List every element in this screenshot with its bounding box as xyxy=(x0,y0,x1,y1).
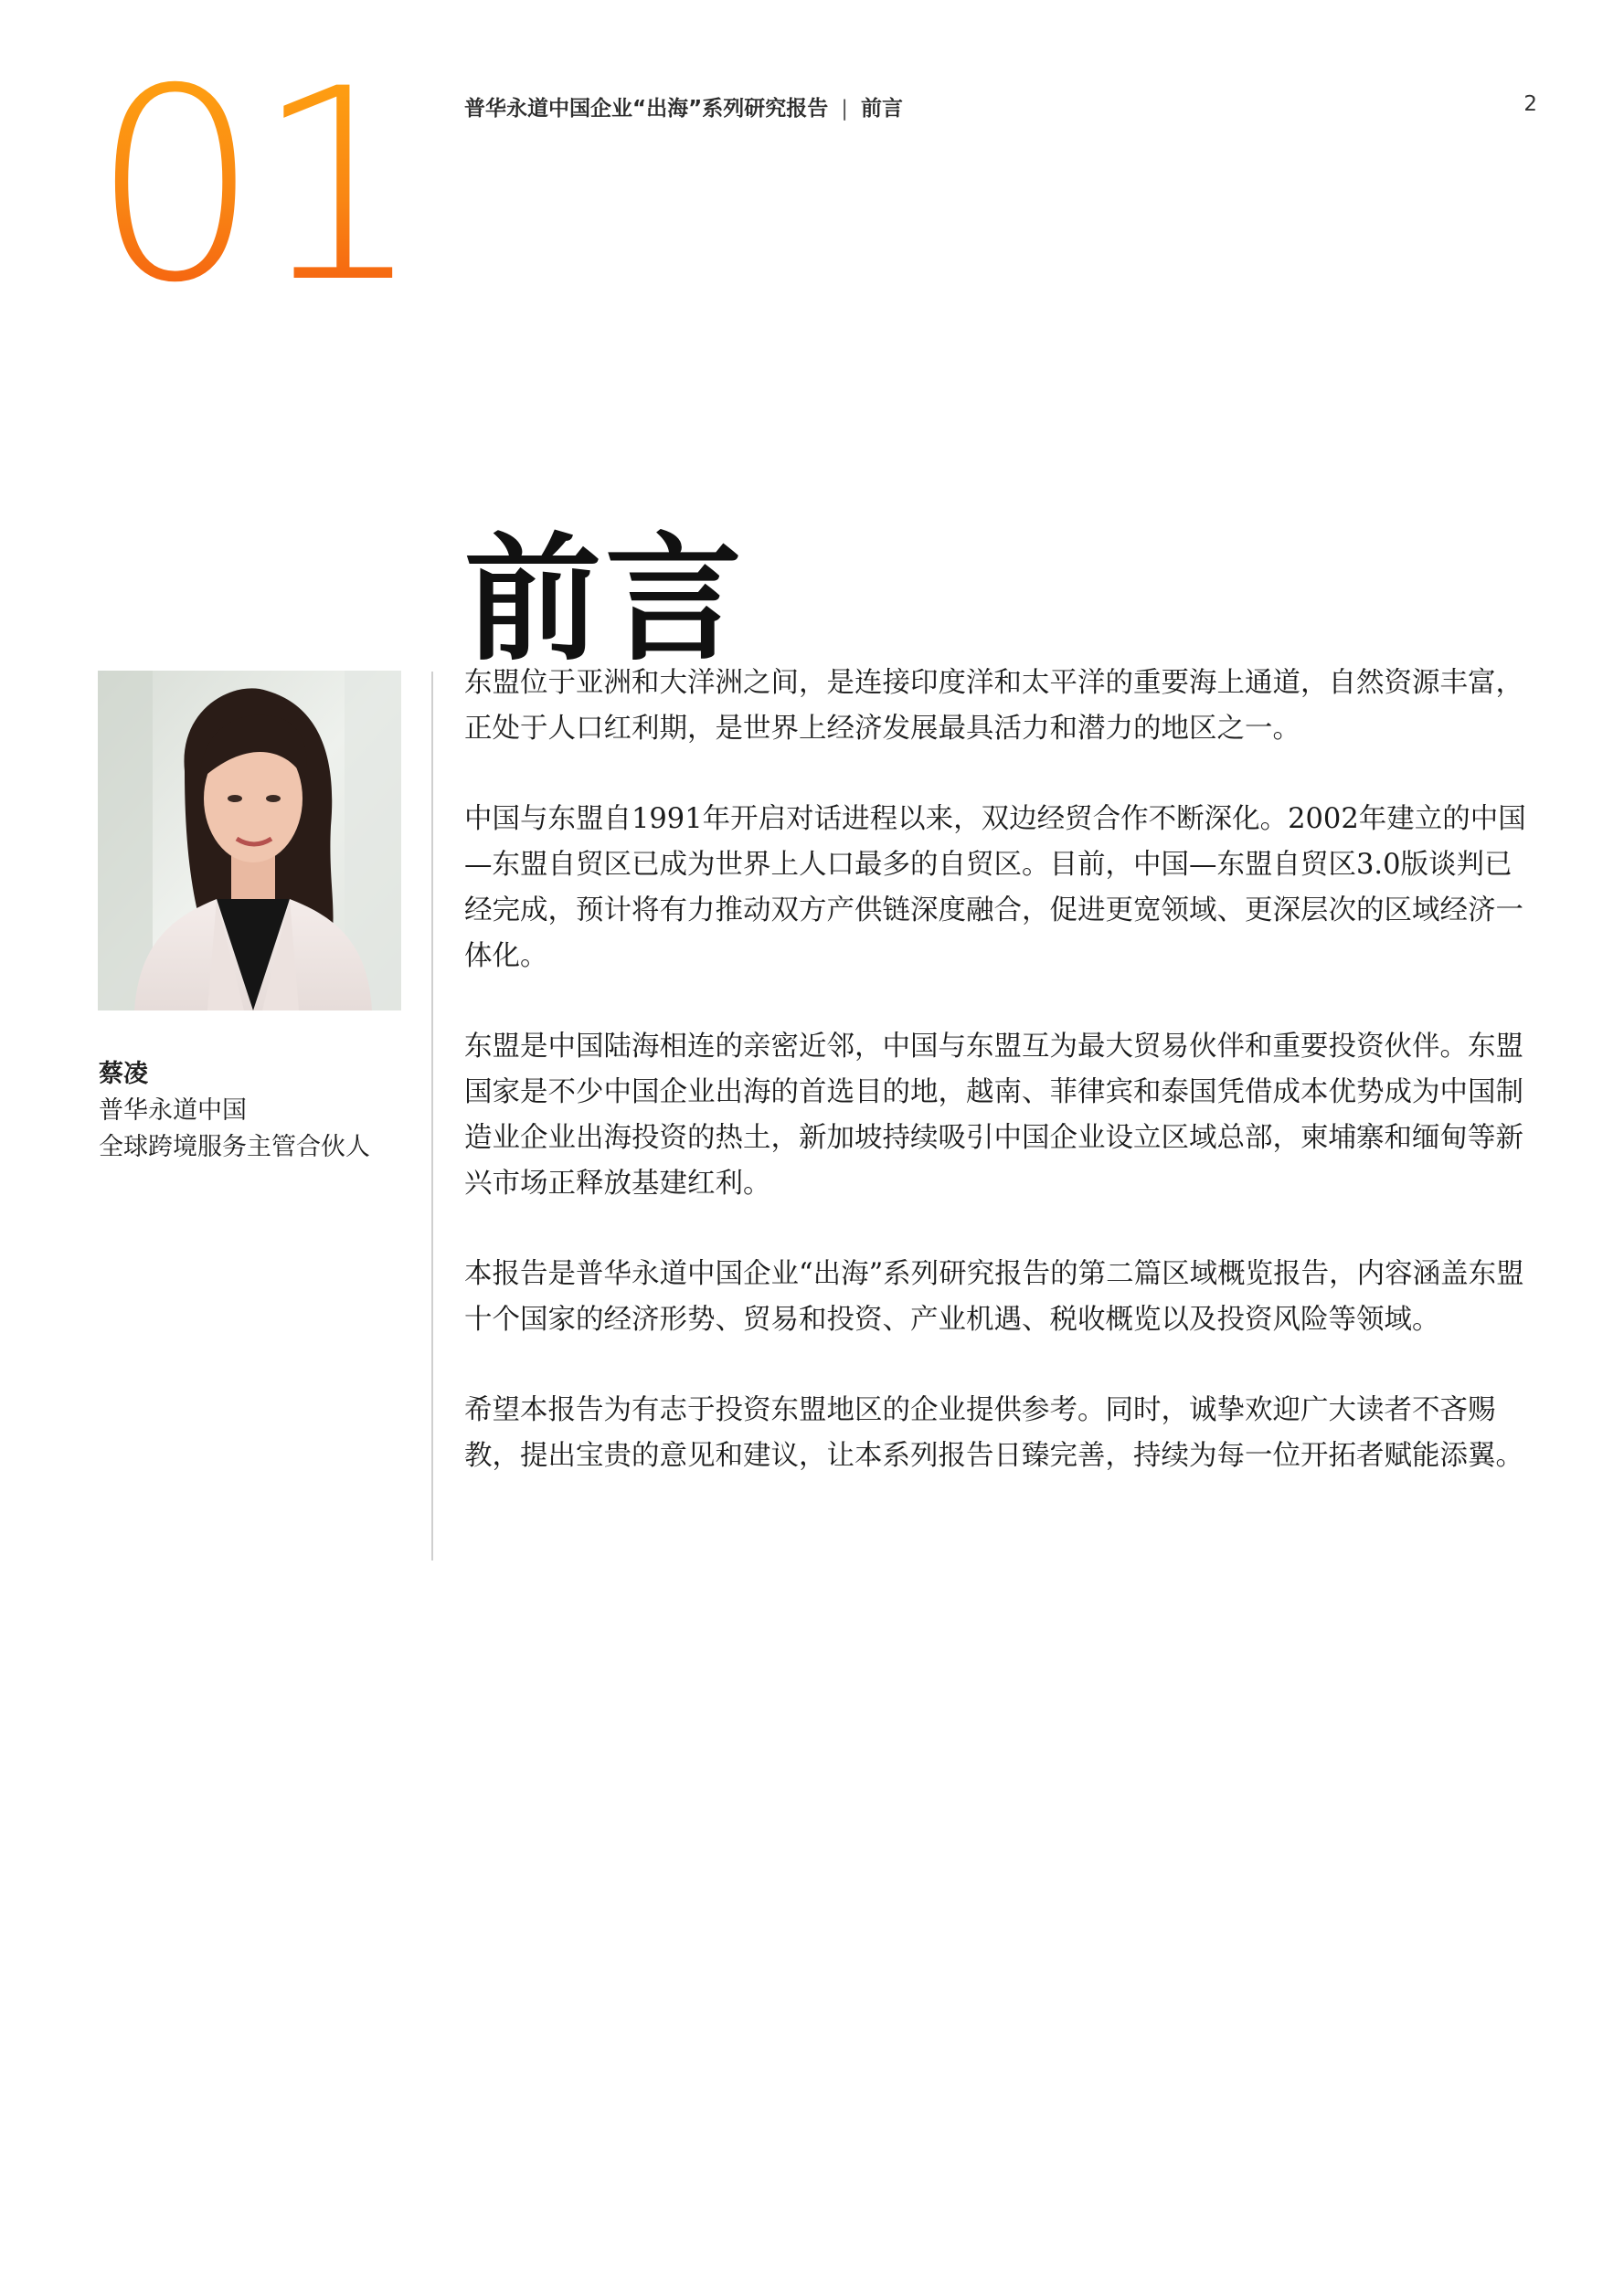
chapter-number: 01 xyxy=(91,33,419,341)
report-series-title: 普华永道中国企业“出海”系列研究报告 xyxy=(464,97,829,121)
author-organization: 普华永道中国 xyxy=(99,1096,247,1125)
page-title: 前言 xyxy=(464,518,747,680)
paragraph: 本报告是普华永道中国企业“出海”系列研究报告的第二篇区域概览报告，内容涵盖东盟十个国家的经济形势、贸易和投资、产业机遇、税收概览以及投资风险等领域。 xyxy=(464,1258,1524,1336)
header-separator: | xyxy=(841,97,848,121)
page-number: 2 xyxy=(1523,92,1537,116)
vertical-divider xyxy=(431,672,433,1561)
paragraph: 东盟是中国陆海相连的亲密近邻，中国与东盟互为最大贸易伙伴和重要投资伙伴。东盟国家是不少中国企业出海的首选目的地，越南、菲律宾和泰国凭借成本优势成为中国制造业企业出海投资的热土，新加坡持续吸引中国企业设立区域总部，柬埔寨和缅甸等新兴市场正释放基建红利。 xyxy=(464,1031,1523,1200)
author-role: 全球跨境服务主管合伙人 xyxy=(99,1133,370,1161)
preface-body xyxy=(464,661,1538,1524)
author-name: 蔡凌 xyxy=(99,1060,148,1088)
running-header xyxy=(464,91,903,122)
author-portrait xyxy=(98,671,401,1010)
paragraph: 中国与东盟自1991年开启对话进程以来，双边经贸合作不断深化。2002年建立的中国—东盟自贸区已成为世界上人口最多的自贸区。目前，中国—东盟自贸区3.0版谈判已经完成，预计将有力推动双方产供链深度融合，促进更宽领域、更深层次的区域经济一体化。 xyxy=(464,803,1526,972)
paragraph: 希望本报告为有志于投资东盟地区的企业提供参考。同时，诚挚欢迎广大读者不吝赐教，提出宝贵的意见和建议，让本系列报告日臻完善，持续为每一位开拓者赋能添翼。 xyxy=(464,1394,1523,1472)
header-section-name: 前言 xyxy=(860,97,903,121)
author-caption xyxy=(99,1056,370,1166)
paragraph: 东盟位于亚洲和大洋洲之间，是连接印度洋和太平洋的重要海上通道，自然资源丰富，正处于人口红利期，是世界上经济发展最具活力和潜力的地区之一。 xyxy=(464,667,1523,745)
